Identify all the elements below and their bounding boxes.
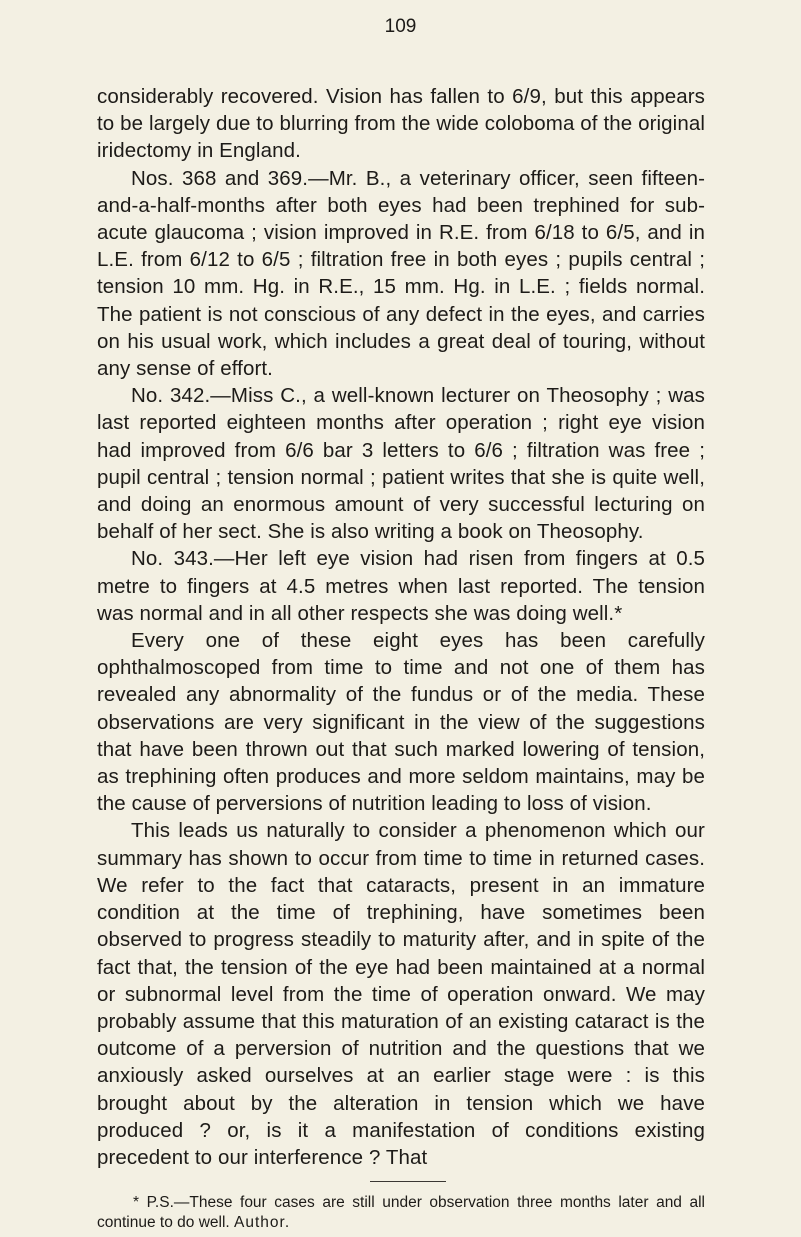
paragraph-ophthalmoscoped: Every one of these eight eyes has been carefully ophthalmoscoped from time to time and not one of them has revealed any abnormality of the fundus or of the media. These observations are very significant in the view of the suggestions that have been thrown out that such marked lowering of tension, as trephining often produces and more seldom maintains, may be the cause of perversions of nutrition leading to loss of vision.	[97, 629, 705, 816]
paragraph-case-342: No. 342.—Miss C., a well-known lecturer on Theosophy ; was last reported eighteen months after operation ; right eye vision had improved from 6/6 bar 3 letters to 6/6 ; filtration was free ; pupil central ; tension normal ; patient writes that she is quite well, and doing an enormous amount of very successful lecturing on behalf of her sect. She is also writing a book on Theosophy.	[97, 384, 705, 544]
paragraph-case-343: No. 343.—Her left eye vision had risen from fingers at 0.5 metre to fingers at 4.5 metres when last reported. The tension was normal and in all other respects she was doing well.*	[97, 547, 705, 625]
page-number: 109	[384, 16, 417, 37]
footnote-text: * P.S.—These four cases are still under observation three months later and all continue to do well.	[97, 1194, 705, 1231]
paragraph-cataract: This leads us naturally to consider a phenomenon which our summary has shown to occur from time to time in returned cases. We refer to the fact that cataracts, present in an immature condition at the time of trephining, have sometimes been observed to progress steadily to maturity after, and in spite of the fact that, the tension of the eye had been maintained at a normal or subnormal level from the time of operation onward. We may probably assume that this maturation of an existing cataract is the outcome of a perversion of nutrition and the questions that we anxiously asked ourselves at an earlier stage were : is this brought about by the alteration in tension which we have produced ? or, is it a manifestation of conditions existing precedent to our interference ? That	[97, 819, 705, 1169]
paragraph-cases-368-369: Nos. 368 and 369.—Mr. B., a veterinary officer, seen fifteen-and-a-half-months after both eyes had been trephined for sub-acute glaucoma ; vision improved in R.E. from 6/18 to 6/5, and in L.E. from 6/12 to 6/5 ; filtration free in both eyes ; pupils central ; tension 10 mm. Hg. in R.E., 15 mm. Hg. in L.E. ; fields normal. The patient is not conscious of any defect in the eyes, and carries on his usual work, which includes a great deal of touring, without any sense of effort.	[97, 166, 705, 381]
body-text	[97, 83, 705, 1171]
footnote	[97, 1193, 705, 1232]
footnote-divider	[370, 1181, 446, 1182]
footnote-signature: Author.	[234, 1213, 291, 1231]
paragraph-continuation: considerably recovered. Vision has fallen to 6/9, but this appears to be largely due to blurring from the wide coloboma of the original iridectomy in England.	[97, 85, 705, 163]
